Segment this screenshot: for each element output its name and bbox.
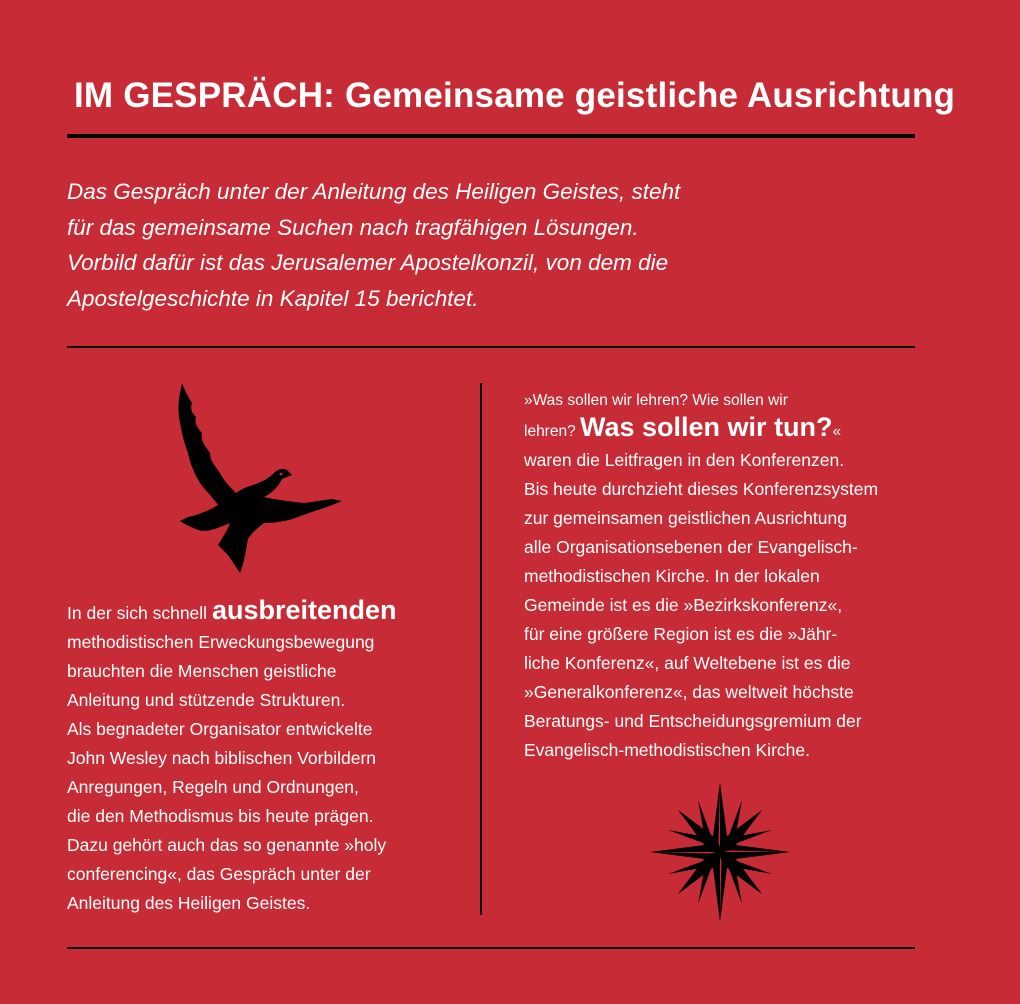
right-line: für eine größere Region ist es die »Jähr- bbox=[524, 624, 838, 644]
right-line: methodistischen Kirche. In der lokalen bbox=[524, 566, 820, 586]
right-line: Bis heute durchzieht dieses Konferenzsystem bbox=[524, 479, 879, 499]
compass-rose-icon bbox=[650, 782, 790, 922]
right-column-text bbox=[524, 389, 878, 765]
left-line: Dazu gehört auch das so genannte »holy bbox=[67, 835, 387, 855]
quote-close: « bbox=[832, 423, 842, 440]
left-line: conferencing«, das Gespräch unter der bbox=[67, 864, 371, 884]
right-line: waren die Leitfragen in den Konferenzen. bbox=[524, 450, 845, 470]
left-line: brauchten die Menschen geistliche bbox=[67, 661, 337, 681]
left-lead-line bbox=[67, 596, 396, 628]
lead-prefix: In der sich schnell bbox=[67, 603, 212, 623]
quote-emphasis: Was sollen wir tun? bbox=[580, 412, 833, 442]
title-divider bbox=[67, 134, 915, 138]
quote-line: »Was sollen wir lehren? Wie sollen wir bbox=[524, 392, 788, 409]
right-line: zur gemeinsamen geistlichen Ausrichtung bbox=[524, 508, 847, 528]
intro-line: für das gemeinsame Suchen nach tragfähigen Lösungen. bbox=[67, 214, 639, 240]
intro-divider bbox=[67, 346, 915, 348]
right-line: alle Organisationsebenen der Evangelisch- bbox=[524, 537, 858, 557]
left-line: Anleitung und stützende Strukturen. bbox=[67, 690, 346, 710]
page-title: IM GESPRÄCH: Gemeinsame geistliche Ausrichtung bbox=[74, 76, 956, 115]
right-line: Beratungs- und Entscheidungsgremium der bbox=[524, 711, 862, 731]
bottom-divider bbox=[67, 947, 915, 949]
left-column-text bbox=[67, 596, 396, 918]
intro-line: Das Gespräch unter der Anleitung des Heiligen Geistes, steht bbox=[67, 179, 681, 204]
intro-line: Vorbild dafür ist das Jerusalemer Apostelkonzil, von dem die bbox=[67, 250, 669, 275]
quote-line-emphasis bbox=[524, 413, 878, 446]
intro-paragraph bbox=[67, 174, 680, 316]
dove-icon bbox=[168, 383, 342, 573]
column-divider bbox=[480, 383, 482, 915]
quote-prefix: lehren? bbox=[524, 423, 581, 440]
left-line: John Wesley nach biblischen Vorbildern bbox=[67, 748, 377, 768]
intro-line: Apostelgeschichte in Kapitel 15 berichtet. bbox=[67, 285, 479, 311]
right-line: Evangelisch-methodistischen Kirche. bbox=[524, 740, 810, 760]
right-line: liche Konferenz«, auf Weltebene ist es die bbox=[524, 653, 851, 673]
lead-emphasis: ausbreitenden bbox=[211, 595, 397, 625]
left-line: Als begnadeter Organisator entwickelte bbox=[67, 719, 373, 739]
right-line: Gemeinde ist es die »Bezirkskonferenz«, bbox=[524, 595, 843, 615]
right-line: »Generalkonferenz«, das weltweit höchste bbox=[524, 682, 854, 702]
left-line: die den Methodismus bis heute prägen. bbox=[67, 806, 374, 826]
left-line: methodistischen Erweckungsbewegung bbox=[67, 632, 375, 652]
left-line: Anregungen, Regeln und Ordnungen, bbox=[67, 777, 359, 797]
left-line: Anleitung des Heiligen Geistes. bbox=[67, 893, 311, 913]
